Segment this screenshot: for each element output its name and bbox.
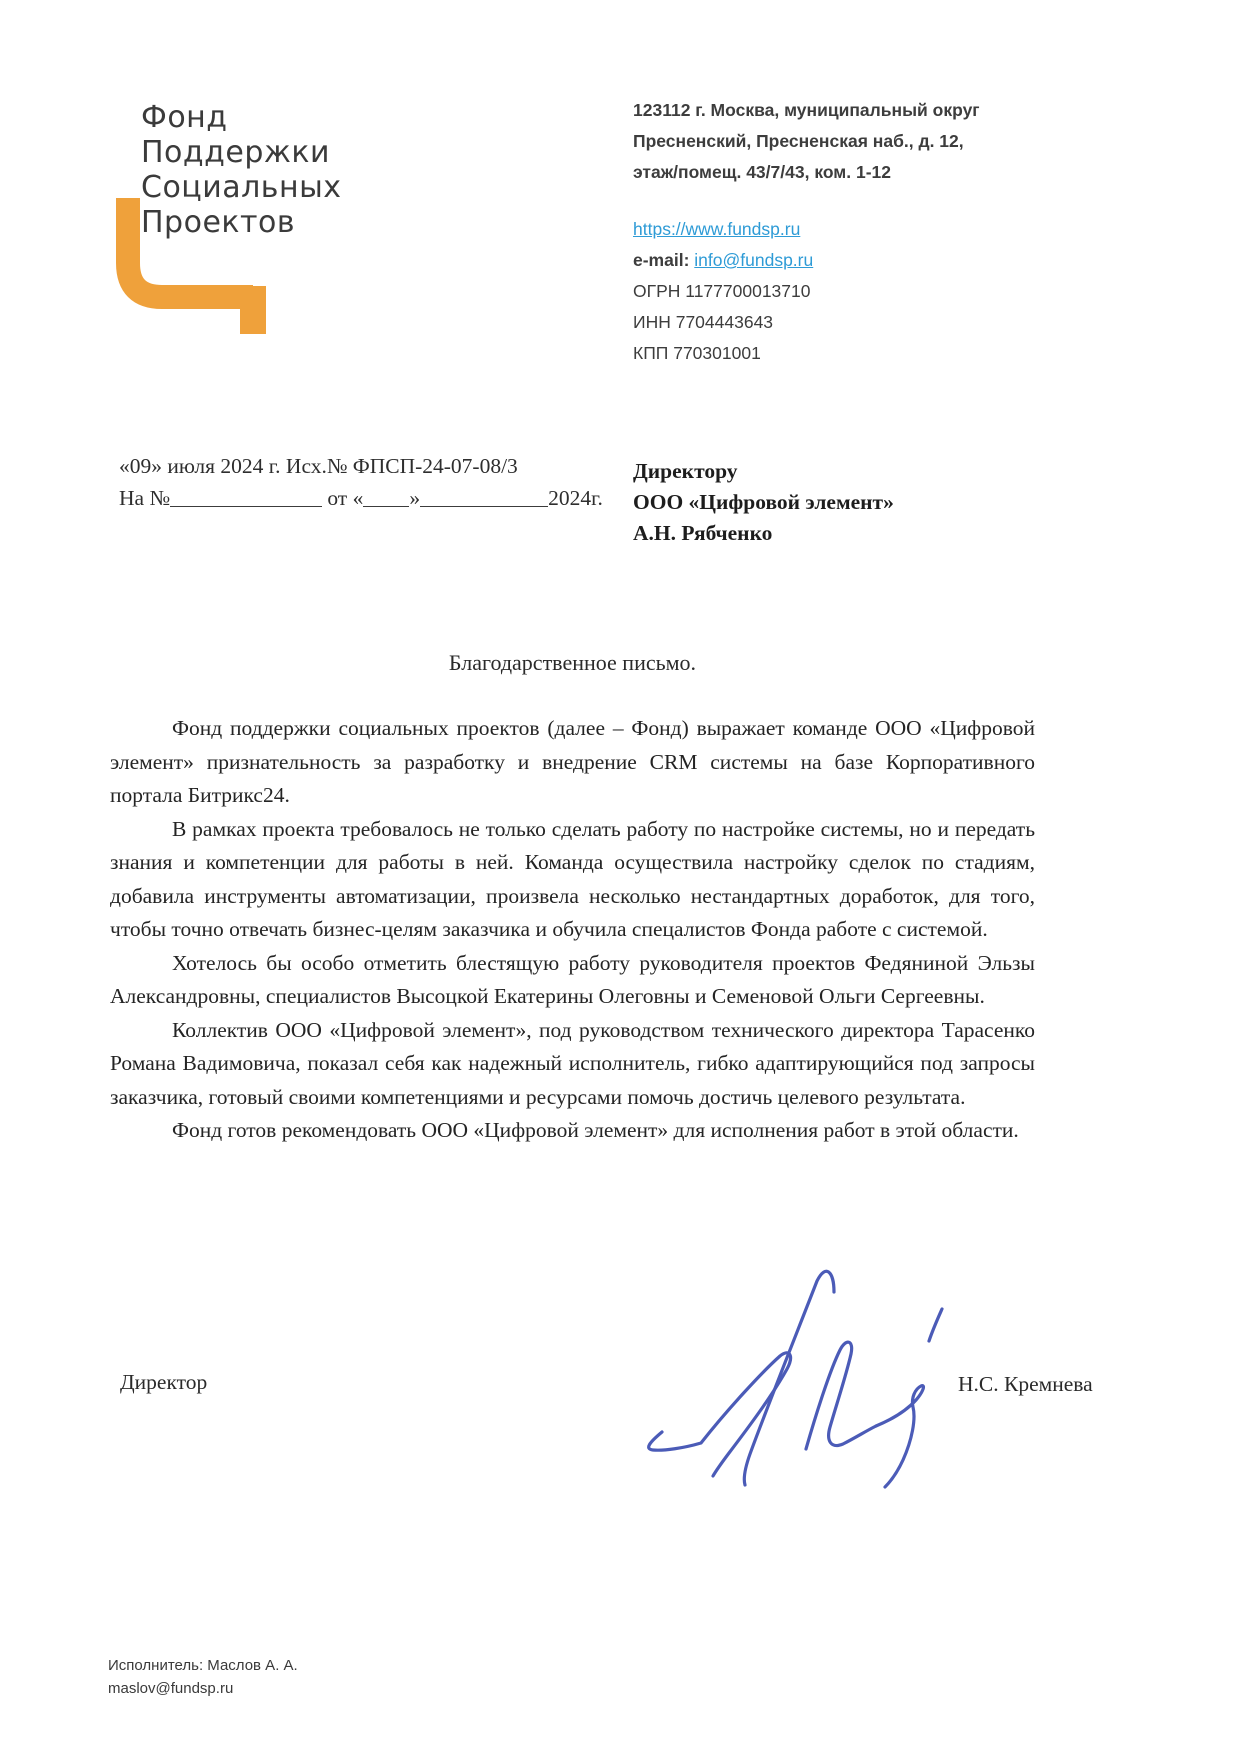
logo-line: Поддержки [141,135,331,170]
website-row [633,214,1113,245]
logo-wordmark [141,100,342,240]
recipient-block [633,456,894,549]
kpp-line: КПП 770301001 [633,343,761,363]
logo-line: Социальных [141,170,342,205]
paragraph: Коллектив ООО «Цифровой элемент», под руководством технического директора Тарасенко Романа Вадимовича, показал себя как надежный исполнитель, гибко адаптирующийся под запросы заказчика, готовый своими компетенциями и ресурсами помочь достичь целевого результата. [110,1017,1035,1109]
blank-field [363,504,409,507]
spacer [633,188,1113,214]
paragraph: Хотелось бы особо отметить блестящую работу руководителя проектов Федяниной Эльзы Александровны, специалистов Высоцкой Екатерины Олеговны и Семеновой Ольги Сергеевны. [110,950,1035,1008]
paragraph: Фонд готов рекомендовать ООО «Цифровой элемент» для исполнения работ в этой области. [172,1118,1019,1142]
incoming-number-line [119,482,603,514]
handwritten-signature [560,1240,1000,1520]
ogrn-line: ОГРН 1177700013710 [633,281,811,301]
letter-body [110,712,1035,1148]
inn-line: ИНН 7704443643 [633,312,774,332]
executor-block [108,1654,298,1700]
incoming-prefix: На № [119,486,170,510]
email-label: e-mail: [633,250,690,270]
executor-line: Исполнитель: Маслов А. А. [108,1657,298,1674]
executor-email: maslov@fundsp.ru [108,1680,234,1697]
blank-field [170,504,322,507]
address-line: 123112 г. Москва, муниципальный округ [633,100,980,120]
letter-title: Благодарственное письмо. [448,650,697,675]
incoming-mid: от « [327,486,364,510]
blank-field [420,504,548,507]
logo-line: Проектов [141,205,296,240]
logo-line: Фонд [141,100,228,135]
address-line: Пресненский, Пресненская наб., д. 12, [633,131,964,151]
recipient-company: ООО «Цифровой элемент» [633,490,894,514]
incoming-year: 2024г. [548,486,603,510]
address-line: этаж/помещ. 43/7/43, ком. 1-12 [633,162,891,182]
email-row [633,245,1113,276]
recipient-position: Директору [633,459,738,483]
contact-block [633,95,1113,369]
website-link[interactable]: https://www.fundsp.ru [633,219,801,239]
signer-name: Н.С. Кремнева [958,1372,1093,1396]
paragraph: В рамках проекта требовалось не только сделать работу по настройке системы, но и передать знания и компетенции для работы в ней. Команда осуществила настройку сделок по стадиям, добавила инструменты автоматизации, произвела несколько нестандартных доработок, для того, чтобы точно отвечать бизнес-целям заказчика и обучила спецалистов Фонда работе с системой. [110,816,1035,941]
outgoing-number-line: «09» июля 2024 г. Исх.№ ФПСП-24-07-08/3 [119,454,518,478]
paragraph: Фонд поддержки социальных проектов (далее – Фонд) выражает команде ООО «Цифровой элемент» признательность за разработку и внедрение CRM системы на базе Корпоративного портала Битрикс24. [110,716,1035,807]
reference-block [119,450,603,514]
signer-position: Директор [120,1370,208,1394]
email-link[interactable]: info@fundsp.ru [694,250,814,270]
recipient-name: А.Н. Рябченко [633,521,773,545]
incoming-close: » [409,486,421,510]
